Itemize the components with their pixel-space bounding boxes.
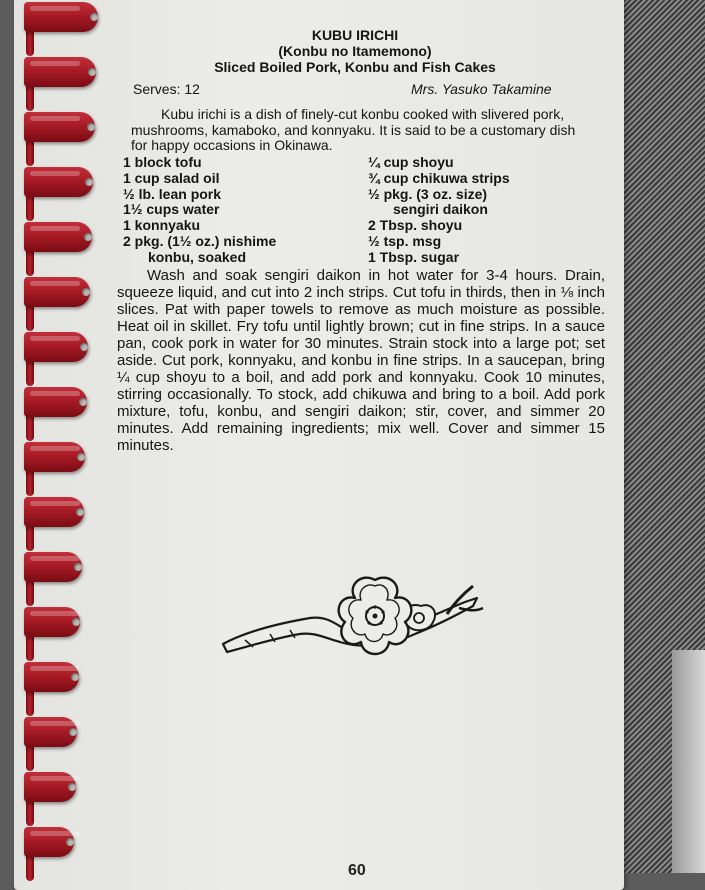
punch-hole	[84, 233, 92, 241]
ingredient: 1 block tofu	[123, 154, 202, 170]
ingredient: 1 konnyaku	[123, 217, 201, 234]
punch-hole	[79, 398, 87, 406]
recipe-english-title: Sliced Boiled Pork, Konbu and Fish Cakes	[214, 59, 496, 75]
recipe-intro: Kubu irichi is a dish of finely-cut konbu cooked with slivered pork, mushrooms, kamaboko, and konnyaku. It is said to be a customary dish for happy occasions in Okinawa.	[131, 106, 576, 154]
ingredient: ¾ cup chikuwa strips	[368, 169, 510, 186]
recipe-title-block	[120, 27, 590, 75]
plum-blossom-branch-icon	[215, 572, 490, 667]
punch-hole	[71, 673, 79, 681]
servings: Serves: 12	[133, 81, 200, 97]
punch-hole	[66, 838, 74, 846]
binding-ring	[24, 57, 96, 87]
binding-ring	[24, 222, 92, 252]
punch-hole	[76, 508, 84, 516]
binding-ring	[24, 167, 93, 197]
recipe-title: KUBU IRICHI	[311, 27, 399, 43]
recipe-directions: Wash and soak sengiri daikon in hot water for 3-4 hours. Drain, squeeze liquid, and cut into 2 inch strips. Cut tofu in thirds, then in ⅛ inch slices. Pat with paper towels to remove as much moisture as possible. Heat oil in skillet. Fry tofu until lightly brown; cut in fine strips. In a sauce pan, cook pork in water for 30 minutes. Strain stock into a large pot; set aside. Cut pork, konnyaku, and konbu in fine strips. In a saucepan, bring ¼ cup shoyu to a boil, and add pork and konnyaku. Cook 10 minutes, stirring occasionally. To stock, add chikuwa and bring to a boil. Add pork mixture, tofu, konbu, and sengiri daikon; stir, cover, and simmer 20 minutes. Add remaining ingredients; mix well. Cover and simmer 15 minutes.	[117, 267, 605, 454]
ingredient: 2 Tbsp. shoyu	[368, 217, 463, 234]
binding-ring	[24, 442, 85, 472]
binding-ring	[24, 387, 87, 417]
page-number: 60	[348, 862, 366, 879]
ingredient: 2 pkg. (1½ oz.) nishime	[123, 232, 277, 249]
ingredient: 1½ cups water	[123, 201, 220, 218]
ingredient: sengiri daikon	[393, 201, 488, 218]
ingredient: ¼ cup shoyu	[368, 154, 454, 170]
binding-ring	[24, 332, 88, 362]
punch-hole	[90, 13, 98, 21]
binding-ring	[24, 112, 95, 142]
binding-ring	[24, 277, 90, 307]
ingredients-left-column	[123, 155, 363, 266]
punch-hole	[74, 563, 82, 571]
ingredients-right-column	[368, 155, 588, 266]
punch-hole	[87, 123, 95, 131]
ingredient: 1 cup salad oil	[123, 169, 220, 186]
recipe-subtitle: (Konbu no Itamemono)	[278, 43, 432, 59]
binding-ring	[24, 497, 84, 527]
recipe-author: Mrs. Yasuko Takamine	[411, 81, 552, 97]
background-surface	[672, 650, 705, 873]
ingredient: ½ lb. lean pork	[123, 185, 222, 202]
ingredient: 1 Tbsp. sugar	[368, 248, 460, 265]
ingredient: konbu, soaked	[148, 248, 247, 265]
punch-hole	[82, 288, 90, 296]
spiral-binding	[0, 0, 110, 873]
ingredient: ½ tsp. msg	[368, 232, 442, 249]
punch-hole	[68, 783, 76, 791]
binding-ring	[24, 2, 98, 32]
ingredient: ½ pkg. (3 oz. size)	[368, 185, 488, 202]
